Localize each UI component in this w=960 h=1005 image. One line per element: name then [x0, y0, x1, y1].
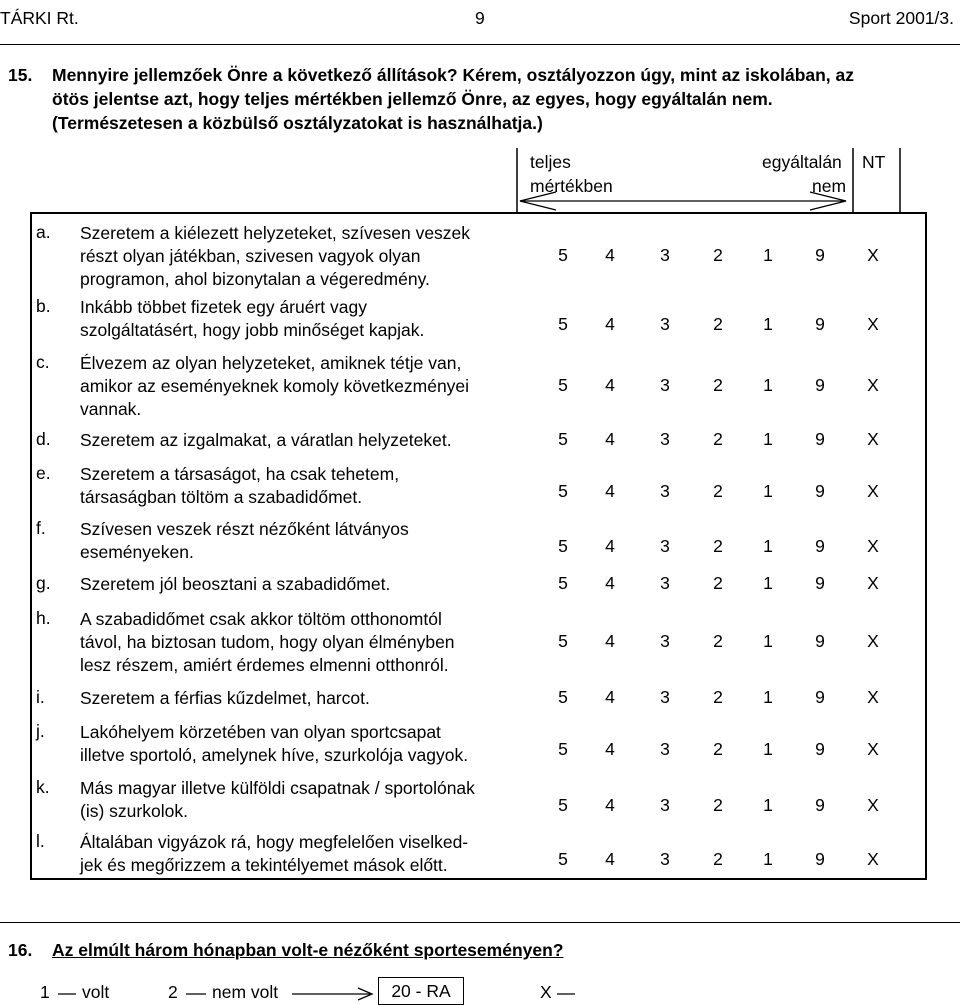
rating-option[interactable]: 4 [605, 245, 615, 265]
rating-option[interactable]: 5 [558, 245, 568, 265]
item-letter: d. [36, 429, 51, 449]
item-text-line: Élvezem az olyan helyzeteket, amiknek tétje van, [80, 353, 462, 373]
item-text [80, 222, 470, 291]
rating-scale [553, 687, 925, 711]
rating-option[interactable]: 2 [713, 245, 723, 265]
item-text-line: Szívesen veszek részt nézőként látványos [80, 519, 409, 539]
rating-option[interactable]: 3 [660, 739, 670, 759]
rating-option[interactable]: 5 [558, 849, 568, 869]
rating-option[interactable]: X [867, 849, 879, 869]
scale-right-label-2: nem [812, 176, 847, 196]
item-text [80, 429, 452, 452]
option-1-code[interactable]: 1 [40, 982, 50, 1002]
item-text-line: távol, ha biztosan tudom, hogy olyan élményben [80, 632, 455, 652]
question-number: 15. [8, 65, 33, 85]
item-text-line: Szeretem az izgalmakat, a váratlan helyzeteket. [80, 430, 452, 450]
rating-scale [553, 573, 925, 597]
rating-option[interactable]: 5 [558, 795, 568, 815]
rating-option[interactable]: 9 [815, 314, 825, 334]
option-1-label: volt [82, 982, 110, 1002]
rating-option[interactable]: 9 [815, 795, 825, 815]
rating-option[interactable]: 2 [713, 687, 723, 707]
item-letter: c. [36, 352, 50, 372]
rating-option[interactable]: 4 [605, 314, 615, 334]
rating-option[interactable]: X [867, 795, 879, 815]
rating-option[interactable]: 4 [605, 481, 615, 501]
rating-option[interactable]: 3 [660, 245, 670, 265]
rating-option[interactable]: 1 [763, 481, 773, 501]
rating-option[interactable]: 1 [763, 849, 773, 869]
item-letter: g. [36, 573, 51, 593]
item-text-line: (is) szurkolok. [80, 801, 188, 821]
rating-option[interactable]: 1 [763, 375, 773, 395]
rating-option[interactable]: 3 [660, 375, 670, 395]
rating-option[interactable]: 9 [815, 481, 825, 501]
item-text-line: társaságban töltöm a szabadidőmet. [80, 487, 363, 507]
rating-option[interactable]: 1 [763, 245, 773, 265]
rating-option[interactable]: 1 [763, 739, 773, 759]
rating-option[interactable]: 5 [558, 739, 568, 759]
item-text-line: programon, ahol bizonytalan a végeredmény. [80, 269, 430, 289]
item-text-line: illetve sportoló, amelynek híve, szurkolója vagyok. [80, 745, 469, 765]
item-text-line: részt olyan játékban, szivesen vagyok olyan [80, 246, 421, 266]
item-letter: a. [36, 222, 51, 242]
rating-scale [553, 245, 925, 269]
rating-option[interactable]: 1 [763, 429, 773, 449]
rating-option[interactable]: 3 [660, 429, 670, 449]
rating-option[interactable]: 3 [660, 631, 670, 651]
rating-option[interactable]: 3 [660, 795, 670, 815]
rating-scale [553, 631, 925, 655]
item-text-line: Általában vigyázok rá, hogy megfelelően viselked- [80, 832, 469, 852]
rating-option[interactable]: 4 [605, 849, 615, 869]
rating-option[interactable]: 2 [713, 429, 723, 449]
rating-option[interactable]: 4 [605, 795, 615, 815]
rating-option[interactable]: 4 [605, 573, 615, 593]
rating-option[interactable]: 4 [605, 375, 615, 395]
rating-option[interactable]: X [867, 375, 879, 395]
item-letter: i. [36, 687, 45, 707]
item-text-line: amikor az eseményeknek komoly következményei [80, 376, 470, 396]
nt-label: NT [862, 152, 886, 172]
item-letter: e. [36, 463, 51, 483]
rating-option[interactable]: 3 [660, 481, 670, 501]
rating-scale [553, 849, 925, 873]
rating-scale [553, 481, 925, 505]
rating-option[interactable]: 1 [763, 795, 773, 815]
page-number: 9 [475, 8, 485, 28]
item-text-line: Lakóhelyem körzetében van olyan sportcsapat [80, 722, 441, 742]
item-text-line: Inkább többet fizetek egy áruért vagy [80, 297, 367, 317]
item-text-line: vannak. [80, 399, 142, 419]
item-letter: f. [36, 518, 46, 538]
rating-option[interactable]: 5 [558, 429, 568, 449]
item-text-line: szolgáltatásért, hogy jobb minőséget kapjak. [80, 320, 425, 340]
rating-option[interactable]: 5 [558, 687, 568, 707]
rating-option[interactable]: 3 [660, 314, 670, 334]
rating-scale [553, 314, 925, 338]
item-letter: h. [36, 608, 51, 628]
rating-option[interactable]: 9 [815, 573, 825, 593]
rating-scale [553, 375, 925, 399]
rating-option[interactable]: X [867, 481, 879, 501]
rating-option[interactable]: 2 [713, 849, 723, 869]
item-text [80, 721, 468, 767]
rating-option[interactable]: 9 [815, 429, 825, 449]
rating-option[interactable]: 1 [763, 687, 773, 707]
rating-option[interactable]: 4 [605, 429, 615, 449]
question-text-line: (Természetesen a közbülső osztályzatokat is használhatja.) [52, 113, 543, 133]
section-divider [0, 922, 960, 923]
rating-option[interactable]: 2 [713, 795, 723, 815]
rating-option[interactable]: 4 [605, 739, 615, 759]
rating-option[interactable]: 2 [713, 536, 723, 556]
item-text-line: Szeretem jól beosztani a szabadidőmet. [80, 574, 391, 594]
item-text-line: Szeretem a kiélezett helyzeteket, szívesen veszek [80, 223, 471, 243]
option-x-code[interactable]: X [540, 982, 552, 1002]
item-text-line: Más magyar illetve külföldi csapatnak / sportolónak [80, 778, 475, 798]
rating-option[interactable]: 3 [660, 687, 670, 707]
item-text [80, 518, 409, 564]
rating-option[interactable]: 5 [558, 314, 568, 334]
item-text-line: Szeretem a társaságot, ha csak tehetem, [80, 464, 400, 484]
rating-option[interactable]: 3 [660, 573, 670, 593]
rating-option[interactable]: X [867, 245, 879, 265]
rating-option[interactable]: 5 [558, 631, 568, 651]
rating-option[interactable]: 3 [660, 536, 670, 556]
header-right: Sport 2001/3. [848, 8, 954, 28]
item-text [80, 687, 370, 710]
question-text-line: ötös jelentse azt, hogy teljes mértékben jellemző Önre, az egyes, hogy egyáltalán nem. [52, 89, 773, 109]
question-text-line: Mennyire jellemzőek Önre a következő állítások? Kérem, osztályozzon úgy, mint az iskolában, az [52, 65, 855, 85]
rating-option[interactable]: X [867, 429, 879, 449]
rating-option[interactable]: 2 [713, 573, 723, 593]
item-text [80, 296, 424, 342]
rating-option[interactable]: 5 [558, 481, 568, 501]
item-letter: k. [36, 777, 50, 797]
item-text-line: lesz részem, amiért érdemes elmenni otthonról. [80, 655, 449, 675]
header-left: TÁRKI Rt. [0, 8, 79, 28]
rating-option[interactable]: X [867, 314, 879, 334]
rating-option[interactable]: X [867, 573, 879, 593]
rating-option[interactable]: 2 [713, 631, 723, 651]
rating-option[interactable]: 1 [763, 536, 773, 556]
rating-option[interactable]: 9 [815, 631, 825, 651]
item-text-line: A szabadidőmet csak akkor töltöm otthonomtól [80, 609, 442, 629]
rating-option[interactable]: X [867, 739, 879, 759]
rating-option[interactable]: 2 [713, 739, 723, 759]
scale-right-label-1: egyáltalán [762, 152, 842, 172]
rating-scale [553, 429, 925, 453]
scale-left-label-1: teljes [530, 152, 571, 172]
item-text [80, 831, 468, 877]
rating-option[interactable]: 4 [605, 536, 615, 556]
rating-scale [553, 739, 925, 763]
item-letter: l. [36, 831, 45, 851]
item-text [80, 777, 475, 823]
rating-option[interactable]: 4 [605, 687, 615, 707]
option-2-label: nem volt [212, 982, 279, 1002]
rating-option[interactable]: 4 [605, 631, 615, 651]
item-text [80, 573, 390, 596]
rating-option[interactable]: 3 [660, 849, 670, 869]
rating-option[interactable]: 2 [713, 375, 723, 395]
rating-option[interactable]: 1 [763, 314, 773, 334]
item-text-line: Szeretem a férfias kűzdelmet, harcot. [80, 688, 370, 708]
question-number: 16. [8, 940, 33, 960]
rating-option[interactable]: 2 [713, 314, 723, 334]
item-text [80, 352, 469, 421]
scale-left-label-2: mértékben [530, 176, 613, 196]
rating-option[interactable]: 2 [713, 481, 723, 501]
rating-option[interactable]: 5 [558, 573, 568, 593]
rating-option[interactable]: 9 [815, 687, 825, 707]
rating-option[interactable]: 1 [763, 631, 773, 651]
rating-option[interactable]: X [867, 687, 879, 707]
item-text [80, 463, 399, 509]
item-letter: j. [36, 721, 45, 741]
rating-scale [553, 795, 925, 819]
item-text-line: jek és megőrizzem a tekintélyemet mások előtt. [80, 855, 448, 875]
rating-option[interactable]: 9 [815, 849, 825, 869]
question-text: Az elmúlt három hónapban volt-e nézőként sporteseményen? [52, 940, 564, 960]
rating-option[interactable]: X [867, 536, 879, 556]
item-text [80, 608, 455, 677]
rating-option[interactable]: 5 [558, 536, 568, 556]
item-text-line: eseményeken. [80, 542, 194, 562]
rating-option[interactable]: 9 [815, 536, 825, 556]
rating-option[interactable]: 9 [815, 375, 825, 395]
rating-option[interactable]: 1 [763, 573, 773, 593]
scale-arrow [520, 192, 846, 210]
option-2-code[interactable]: 2 [168, 982, 178, 1002]
rating-scale [553, 536, 925, 560]
rating-option[interactable]: 5 [558, 375, 568, 395]
rating-option[interactable]: 9 [815, 739, 825, 759]
rating-option[interactable]: X [867, 631, 879, 651]
goto-box: 20 - RA [378, 977, 464, 1005]
item-letter: b. [36, 296, 51, 316]
rating-option[interactable]: 9 [815, 245, 825, 265]
